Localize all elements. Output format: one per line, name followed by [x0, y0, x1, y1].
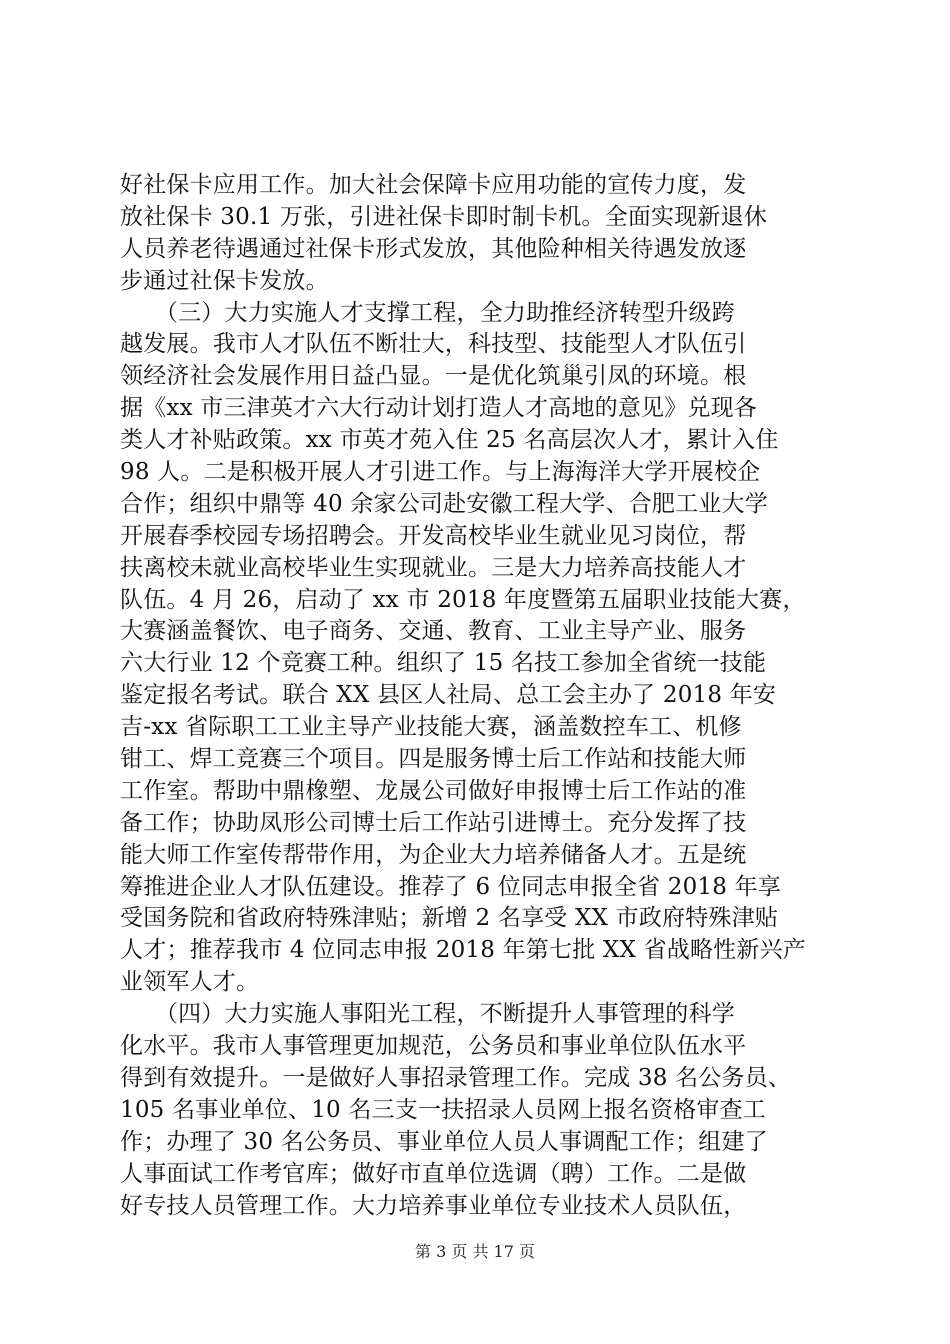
- body-text-line: 六大行业 12 个竞赛工种。组织了 15 名技工参加全省统一技能: [120, 650, 767, 677]
- body-text-line: 鉴定报名考试。联合 XX 县区人社局、总工会主办了 2018 年安: [120, 682, 777, 709]
- body-text-line: 人事面试工作考官库；做好市直单位选调（聘）工作。二是做: [120, 1160, 747, 1187]
- body-text-line: 得到有效提升。一是做好人事招录管理工作。完成 38 名公务员、: [120, 1064, 792, 1091]
- body-text-line: 105 名事业单位、10 名三支一扶招录人员网上报名资格审查工: [120, 1096, 766, 1123]
- body-text-line: 工作室。帮助中鼎橡塑、龙晟公司做好申报博士后工作站的准: [120, 777, 747, 804]
- body-text-line: 能大师工作室传帮带作用，为企业大力培养储备人才。五是统: [120, 841, 747, 868]
- body-text-line: 98 人。二是积极开展人才引进工作。与上海海洋大学开展校企: [120, 459, 761, 486]
- body-text-line: 开展春季校园专场招聘会。开发高校毕业生就业见习岗位，帮: [120, 522, 747, 549]
- body-text-line: 吉-xx 省际职工工业主导产业技能大赛，涵盖数控车工、机修: [120, 714, 742, 741]
- body-text-line: 越发展。我市人才队伍不断壮大，科技型、技能型人才队伍引: [120, 331, 747, 358]
- body-text-line: 步通过社保卡发放。: [120, 267, 329, 294]
- body-text-line: 扶离校未就业高校毕业生实现就业。三是大力培养高技能人才: [120, 554, 747, 581]
- body-text-line: 人才；推荐我市 4 位同志申报 2018 年第七批 XX 省战略性新兴产: [120, 937, 806, 964]
- body-text-line: 人员养老待遇通过社保卡形式发放，其他险种相关待遇发放逐: [120, 235, 747, 262]
- body-text-line: 业领军人才。: [120, 969, 260, 996]
- page-number-footer: 第 3 页 共 17 页: [415, 1242, 535, 1261]
- body-text-line: （四）大力实施人事阳光工程，不断提升人事管理的科学: [120, 1001, 735, 1028]
- body-text-line: 放社保卡 30.1 万张，引进社保卡即时制卡机。全面实现新退休: [120, 203, 768, 230]
- body-text-line: 据《xx 市三津英才六大行动计划打造人才高地的意见》兑现各: [120, 395, 758, 422]
- body-text-line: 队伍。4 月 26，启动了 xx 市 2018 年度暨第五届职业技能大赛，: [120, 586, 806, 613]
- body-text-line: 好专技人员管理工作。大力培养事业单位专业技术人员队伍，: [120, 1192, 747, 1219]
- body-text-line: 合作；组织中鼎等 40 余家公司赴安徽工程大学、合肥工业大学: [120, 490, 768, 517]
- body-text-line: 领经济社会发展作用日益凸显。一是优化筑巢引凤的环境。根: [120, 363, 747, 390]
- body-text-line: 钳工、焊工竞赛三个项目。四是服务博士后工作站和技能大师: [120, 746, 747, 773]
- document-body: [120, 170, 832, 1222]
- body-text-line: 筹推进企业人才队伍建设。推荐了 6 位同志申报全省 2018 年享: [120, 873, 782, 900]
- body-text-line: 化水平。我市人事管理更加规范，公务员和事业单位队伍水平: [120, 1033, 747, 1060]
- body-text-line: （三）大力实施人才支撑工程，全力助推经济转型升级跨: [120, 299, 735, 326]
- body-text-line: 受国务院和省政府特殊津贴；新增 2 名享受 XX 市政府特殊津贴: [120, 905, 779, 932]
- body-text-line: 大赛涵盖餐饮、电子商务、交通、教育、工业主导产业、服务: [120, 618, 747, 645]
- body-text-line: 作；办理了 30 名公务员、事业单位人员人事调配工作；组建了: [120, 1128, 768, 1155]
- body-text-line: 备工作；协助凤形公司博士后工作站引进博士。充分发挥了技: [120, 809, 747, 836]
- body-text-line: 类人才补贴政策。xx 市英才苑入住 25 名高层次人才，累计入住: [120, 427, 779, 454]
- body-text-line: 好社保卡应用工作。加大社会保障卡应用功能的宣传力度，发: [120, 172, 747, 198]
